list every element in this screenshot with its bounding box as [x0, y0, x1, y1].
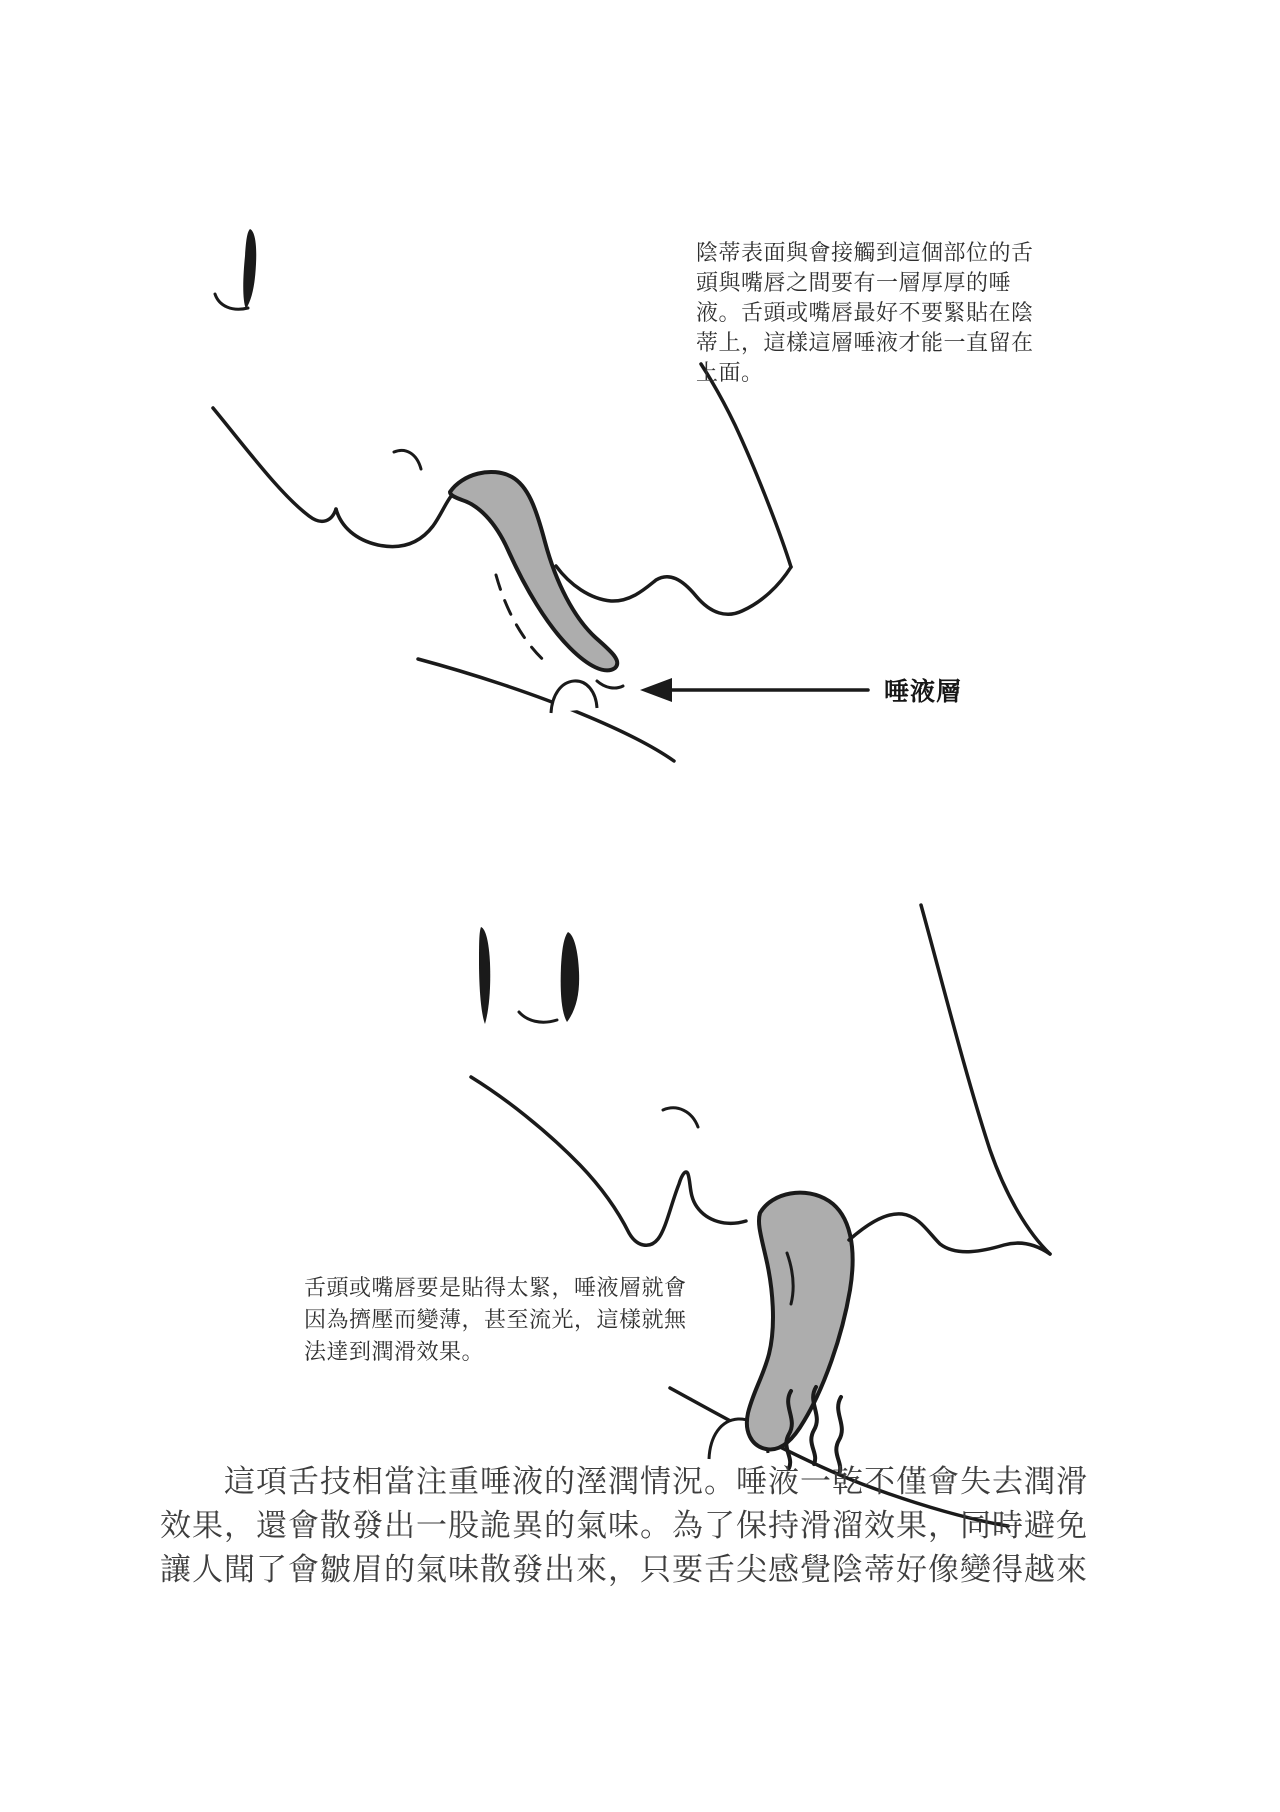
nose-stroke	[243, 229, 256, 309]
body-line	[418, 659, 674, 761]
saliva-dash-short	[597, 681, 623, 688]
body-text-line: 讓人聞了會皺眉的氣味散發出來，只要舌尖感覺陰蒂好像變得越來	[160, 1552, 1088, 1587]
clitoris-bump	[551, 681, 597, 713]
nostril-line	[519, 1012, 557, 1022]
chin-wave-line	[849, 1214, 1050, 1254]
body-text-line: 效果，還會散發出一股詭異的氣味。為了保持滑溜效果，同時避免	[160, 1508, 1088, 1543]
cheek-profile-line	[213, 408, 336, 521]
tongue-shape	[450, 472, 617, 670]
nostril-line	[215, 294, 248, 309]
saliva-layer-label: 唾液層	[884, 678, 963, 706]
philtrum-arc	[394, 450, 421, 469]
cheek-profile-line	[471, 1077, 746, 1245]
body-text-line: 這項舌技相當注重唾液的溼潤情況。唾液一乾不僅會失去潤滑	[224, 1464, 1088, 1499]
nose-tip-stroke	[561, 932, 579, 1022]
figure2-illustration	[440, 895, 1080, 1540]
philtrum-arc	[663, 1108, 698, 1127]
caption-line: 頭與嘴唇之間要有一層厚厚的唾	[696, 270, 1012, 295]
right-face-curve	[921, 905, 1050, 1254]
arrow-head	[640, 678, 672, 702]
right-face-curve	[701, 364, 791, 567]
chin-wave-line	[556, 566, 791, 614]
figure2-caption	[304, 1272, 687, 1368]
caption-line: 法達到潤滑效果。	[304, 1339, 485, 1364]
caption-line: 陰蒂表面與會接觸到這個部位的舌	[696, 240, 1034, 265]
caption-line: 因為擠壓而變薄，甚至流光，這樣就無	[304, 1307, 687, 1332]
lip-line	[336, 495, 452, 547]
figure1-caption	[696, 238, 1034, 388]
nose-bridge-stroke	[479, 927, 490, 1024]
caption-line: 蒂上，這樣這層唾液才能一直留在	[696, 330, 1034, 355]
caption-line: 舌頭或嘴唇要是貼得太緊，唾液層就會	[304, 1275, 687, 1300]
body-paragraph	[160, 1460, 1120, 1592]
caption-line: 液。舌頭或嘴唇最好不要緊貼在陰	[696, 300, 1034, 325]
caption-line: 上面。	[696, 360, 764, 385]
